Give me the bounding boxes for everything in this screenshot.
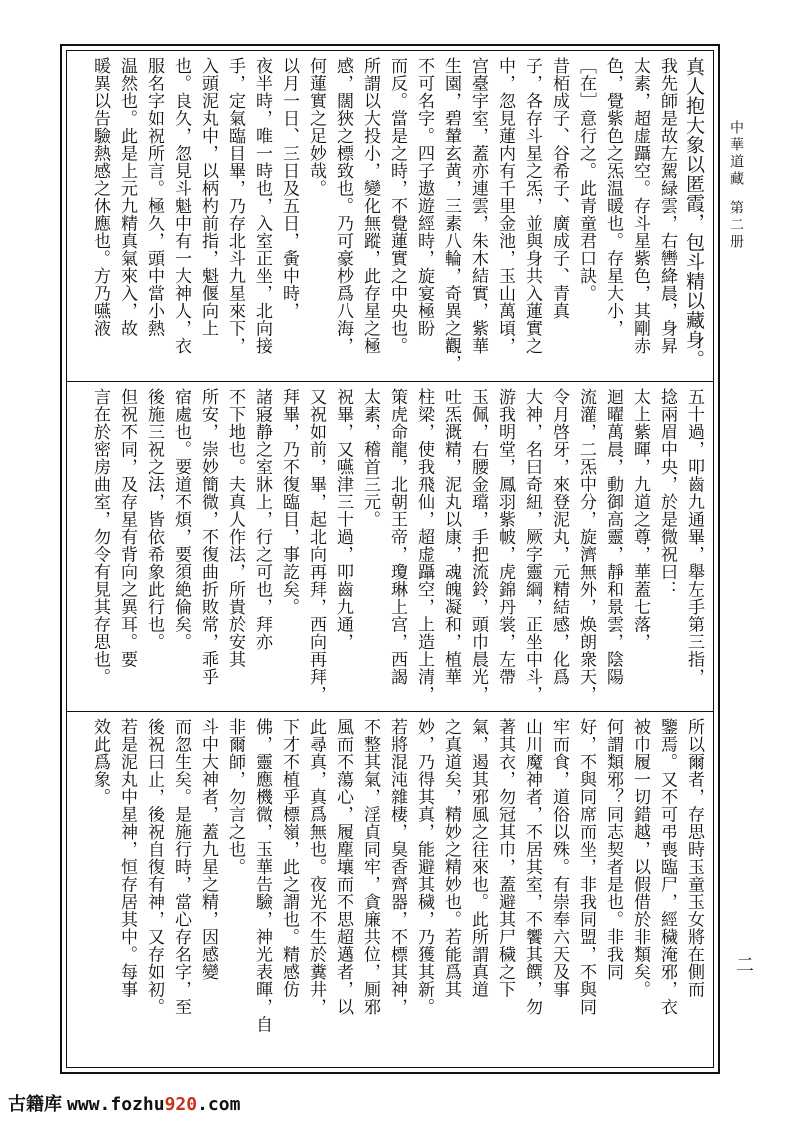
- text-column: 鑒焉。又不可弔喪臨尸，經穢淹邪，衣: [657, 718, 677, 1016]
- text-column: 之真道矣，精妙之精妙也。若能爲其: [441, 718, 461, 998]
- text-column: 不整其氣，淫貞同牢，貪廉共位，厠邪: [360, 718, 380, 1016]
- text-column: 迴曜萬晨，動御高靈，靜和景雲，陰陽: [603, 388, 623, 686]
- text-column: 真人抱大象以匿霞，包斗精以藏身。: [683, 57, 705, 369]
- site-url[interactable]: [67, 1094, 240, 1115]
- text-column: 捻兩眉中央，於是微祝曰：: [657, 388, 677, 598]
- text-column: 五十過，叩齒九通畢，舉左手第三指，: [684, 388, 704, 686]
- text-column: 又祝如前，畢，起北向再拜，西向再拜，: [306, 388, 326, 703]
- text-column: 若將混沌雜棲，臭香齊器，不標其神，: [387, 718, 407, 1016]
- text-column: 吐炁溉精，泥丸以康，魂魄凝和，植華: [441, 388, 461, 686]
- text-column: 宫臺宇室，蓋亦連雲，朱木結實，紫華: [468, 57, 488, 355]
- text-band-bottom: [67, 711, 713, 1073]
- text-column: 妙，乃得其真，能避其穢，乃獲其新。: [414, 718, 434, 1016]
- text-column: 游我明堂，鳳羽紫帔，虎錦丹裳，左帶: [495, 388, 515, 686]
- text-column: 後祝曰止，後祝自復有神，又存如初。: [144, 718, 164, 1016]
- text-column: 而忽生矣。是施行時，當心存名字，至: [171, 718, 191, 1016]
- text-column: 令月啓牙，來登泥丸，元精結感，化爲: [549, 388, 569, 686]
- text-column: 流灌，二炁中分，旋濟無外，焕朗衆天，: [576, 388, 596, 703]
- text-column: 好，不與同席而坐，非我同盟，不與同: [576, 718, 596, 1016]
- text-column: 温然也。此是上元九精真氣來入，故: [117, 57, 137, 337]
- text-column: 言在於密房曲室，勿令有見其存思也。: [90, 388, 110, 686]
- site-name: 古籍库: [8, 1094, 62, 1114]
- text-column: 祝畢，又嚥津三十過，叩齒九通，: [333, 388, 353, 651]
- text-column: 不可名字。四子遨遊經時，旋宴極盼: [414, 57, 434, 337]
- text-column: 何蓮實之足妙哉。: [306, 57, 326, 197]
- text-column: 太素，超虚躡空。存斗星紫色，其剛赤: [630, 57, 650, 355]
- book-title: 中華道藏: [728, 120, 744, 188]
- volume-label: 第二册: [728, 200, 744, 251]
- site-url-accent: 920: [164, 1094, 198, 1115]
- text-column: 山川魔神者，不居其室，不饗其饌，勿: [522, 718, 542, 1016]
- text-column: 子，各存斗星之炁，並與身共入蓮實之: [522, 57, 542, 355]
- text-column: 牢而食，道俗以殊。有崇奉六天及事: [549, 718, 569, 998]
- text-band-middle: [67, 381, 713, 707]
- text-column: 柱梁，使我飛仙，超虚躡空，上造上清，: [414, 388, 434, 703]
- text-column: 玉佩，右腰金璫，手把流鈴，頭巾晨光，: [468, 388, 488, 703]
- text-column: 夜半時，唯一時也，入室正坐，北向接: [252, 57, 272, 355]
- text-column: 斗中大神者，蓋九星之精，因感變: [198, 718, 218, 981]
- text-column: 被巾履一切錯越，以假借於非類矣。: [630, 718, 650, 998]
- text-column: 也。良久，忽見斗魁中有一大神人，衣: [171, 57, 191, 355]
- text-column: 手，定氣臨目畢，乃存北斗九星來下，: [225, 57, 245, 355]
- text-column: 昔栢成子、谷希子、廣成子、青真: [549, 57, 569, 320]
- text-column: 宿處也。要道不煩，要須絶倫矣。: [171, 388, 191, 651]
- site-url-prefix: www.fozhu: [67, 1094, 165, 1115]
- text-column: 感，闊狹之標致也。乃可豪杪爲八海，: [333, 57, 353, 355]
- text-column: 後施三祝之法，皆依希象此行也。: [144, 388, 164, 651]
- text-column: 策虎命龍，北朝王帝，瓊琳上宫，西謁: [387, 388, 407, 686]
- page-number: 二: [733, 955, 754, 973]
- text-column: 而反。當是之時，不覺蓮實之中央也。: [387, 57, 407, 355]
- text-column: 暖異以告驗熱感之休應也。方乃嚥液: [90, 57, 110, 337]
- site-watermark: [8, 1090, 240, 1116]
- text-column: 太上紫暉，九道之尊，華蓋七落，: [630, 388, 650, 651]
- text-column: 我先師是故左駕緑雲，右轡絳晨，身昇: [657, 57, 677, 355]
- text-column: 何謂類邪？同志契者是也。非我同: [603, 718, 623, 981]
- text-column: 所安，崇妙簡微，不復曲折敗常，乖乎: [198, 388, 218, 686]
- page-frame: [60, 44, 720, 1074]
- text-column: 所以爾者，存思時玉童玉女將在側而: [684, 718, 704, 998]
- text-column: 此尋真，真爲無也。夜光不生於糞井，: [306, 718, 326, 1016]
- text-column: 若是泥丸中星神，恒存居其中。每事: [117, 718, 137, 998]
- text-column: 入頭泥丸中，以柄杓前指，魁偃向上: [198, 57, 218, 337]
- text-column: 不下地也。夫真人作法，所貴於安其: [225, 388, 245, 668]
- text-band-top: [67, 51, 713, 377]
- text-column: 拜畢，乃不復臨目，事訖矣。: [279, 388, 299, 616]
- text-column: 色，覺紫色之炁温暖也。存星大小，: [603, 57, 623, 337]
- text-column: 風而不蕩心，履塵壤而不思超邁者，以: [333, 718, 353, 1016]
- text-column: 非爾師，勿言之也。: [225, 718, 245, 876]
- site-url-suffix: .com: [197, 1094, 241, 1115]
- text-column: 下才不植乎標嶺，此之謂也。精感仿: [279, 718, 299, 998]
- text-column: ［在］意行之。此青童君口訣。: [576, 57, 596, 302]
- text-column: 所謂以大投小，變化無蹤，此存星之極: [360, 57, 380, 355]
- running-head: [726, 120, 746, 251]
- text-column: 氣，遏其邪風之往來也。此所謂真道: [468, 718, 488, 998]
- text-column: 服名字如祝所言。極久，頭中當小熱: [144, 57, 164, 337]
- text-column: 著其衣，勿冠其巾，蓋避其尸穢之下: [495, 718, 515, 998]
- text-column: 效此爲象。: [90, 718, 110, 806]
- text-column: 生園，碧輦玄黄，三素八輪，奇異之觀，: [441, 57, 461, 372]
- text-column: 但祝不同，及存星有背向之異耳。要: [117, 388, 137, 668]
- text-column: 以月一日、三日及五日，夤中時，: [279, 57, 299, 320]
- page-frame-inner: [66, 50, 714, 1068]
- text-column: 太素，稽首三元。: [360, 388, 380, 528]
- text-column: 大神，名曰奇紐，厥字靈綱，正坐中斗，: [522, 388, 542, 703]
- text-column: 佛，靈應機微，玉華告驗，神光表暉，自: [252, 718, 272, 1033]
- text-column: 中，忽見蓮内有千里金池，玉山萬頃，: [495, 57, 515, 355]
- text-column: 諸寢静之室牀上，行之可也，拜亦: [252, 388, 272, 651]
